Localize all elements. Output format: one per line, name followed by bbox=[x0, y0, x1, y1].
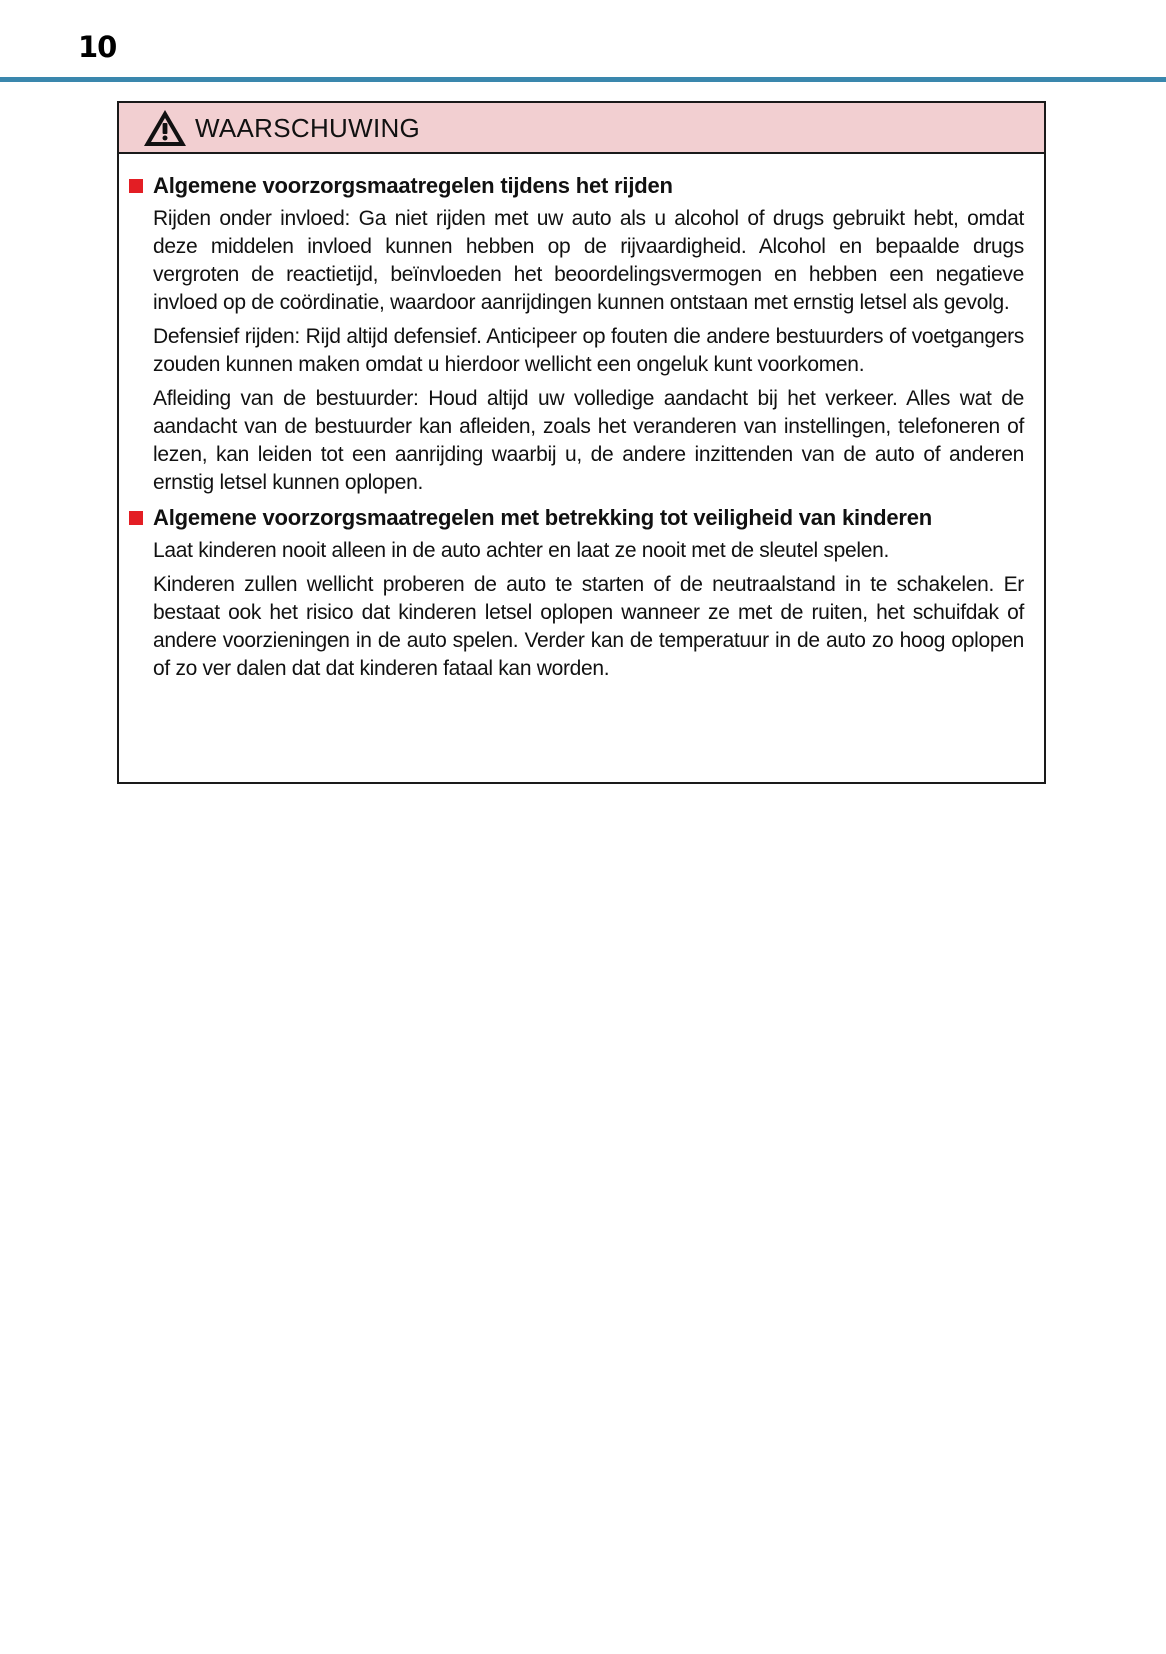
section-heading bbox=[129, 503, 1024, 533]
section-driving-precautions bbox=[129, 171, 1024, 497]
warning-box bbox=[117, 101, 1046, 784]
paragraph-children-risk: Kinderen zullen wellicht proberen de auto te starten of de neutraalstand in te schakelen. Er bestaat ook het risico dat kinderen letsel oplopen wanneer ze met de ruiten, het schuifdak of andere voorzieningen in de auto spelen. Verder kan de temperatuur in de auto zo hoog oplopen of zo ver dalen dat dat kinderen fataal kan worden. bbox=[153, 573, 1024, 680]
header-rule bbox=[0, 77, 1166, 82]
paragraph-children-alone: Laat kinderen nooit alleen in de auto achter en laat ze nooit met de sleutel spelen. bbox=[153, 539, 889, 562]
red-square-bullet-icon bbox=[129, 179, 143, 193]
page-number: 10 bbox=[78, 30, 117, 64]
paragraph-influence: Rijden onder invloed: Ga niet rijden met uw auto als u alcohol of drugs gebruikt hebt, omdat deze middelen invloed kunnen hebben op de rijvaardigheid. Alcohol en bepaalde drugs vergroten de reactietijd, beïnvloeden het beoordelingsvermogen en hebben een negatieve invloed op de coördinatie, waardoor aanrijdingen kunnen ontstaan met ernstig letsel als gevolg. bbox=[153, 207, 1024, 314]
warning-title: WAARSCHUWING bbox=[195, 112, 421, 143]
warning-content bbox=[119, 154, 1044, 683]
section-child-safety bbox=[129, 503, 1024, 683]
paragraph-distraction: Afleiding van de bestuurder: Houd altijd uw volledige aandacht bij het verkeer. Alles wat de aandacht van de bestuurder kan afleiden, zoals het veranderen van instellingen, telefoneren of lezen, kan leiden tot een aanrijding waarbij u, de andere inzittenden van de auto of anderen ernstig letsel kunnen oplopen. bbox=[153, 387, 1024, 494]
paragraph-defensive: Defensief rijden: Rijd altijd defensief. Anticipeer op fouten die andere bestuurders of voetgangers zouden kunnen maken omdat u hierdoor wellicht een ongeluk kunt voorkomen. bbox=[153, 325, 1024, 376]
section-heading bbox=[129, 171, 1024, 201]
warning-triangle-icon bbox=[143, 109, 187, 147]
section-heading-text: Algemene voorzorgsmaatregelen met betrekking tot veiligheid van kinderen bbox=[153, 505, 933, 530]
warning-header bbox=[119, 103, 1044, 154]
section-heading-text: Algemene voorzorgsmaatregelen tijdens het rijden bbox=[153, 173, 673, 198]
red-square-bullet-icon bbox=[129, 511, 143, 525]
